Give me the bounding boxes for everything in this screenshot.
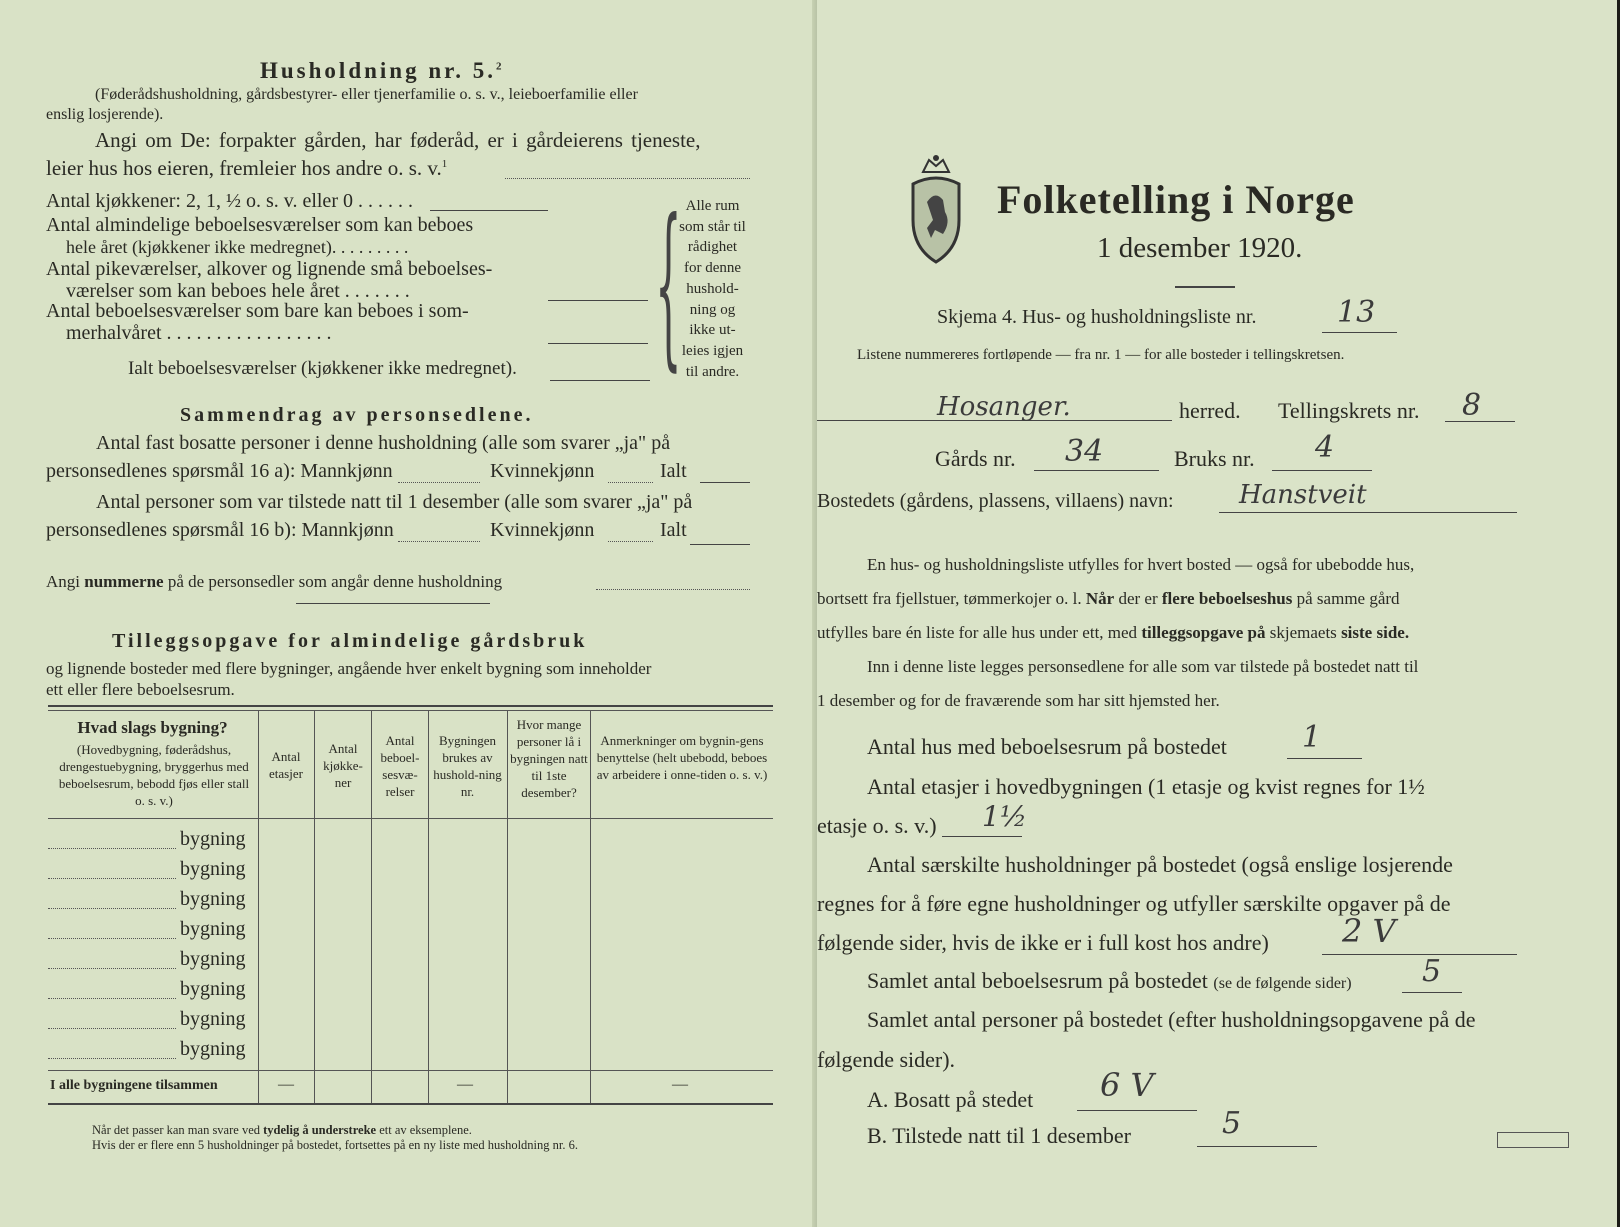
instruction-1: En hus- og husholdningsliste utfylles for hvert bosted — også for ubebodde hus, [867, 555, 1415, 574]
summary-line-5: Angi nummerne på de personsedler som angår denne husholdning [46, 572, 503, 591]
krets-value[interactable]: 8 [1462, 388, 1482, 423]
table-col-divider-2 [314, 710, 315, 1103]
angi-text-1: Angi om De: forpakter gården, har føderåd, er i gårdeierens tjeneste, [95, 128, 701, 152]
q-floors-1: Antal etasjer i hovedbygningen (1 etasje og kvist regnes for 1½ [867, 774, 1425, 799]
table-header-household: Bygningen brukes av hushold-ning nr. [433, 733, 502, 799]
household-title: Husholdning nr. 5.$^2$ [260, 58, 505, 83]
title-divider [1175, 286, 1235, 288]
q-persons-1: Samlet antal personer på bostedet (efter husholdningsopgavene på de [867, 1007, 1476, 1032]
summary-line-4c: Ialt [660, 519, 687, 541]
bosted-label: Bostedets (gårdens, plassens, villaens) navn: [817, 490, 1174, 512]
table-header-floors: Antal etasjer [269, 749, 303, 781]
coat-of-arms-icon [905, 150, 967, 266]
bosted-value[interactable]: Hanstveit [1239, 480, 1367, 510]
krets-label: Tellingskrets nr. [1278, 398, 1420, 423]
table-row-label: bygning [180, 978, 246, 1000]
table-col-divider-4 [428, 710, 429, 1103]
row-type-line[interactable] [48, 968, 176, 969]
table-row-label: bygning [180, 888, 246, 910]
summary-male-line[interactable] [398, 482, 480, 483]
extra-title: Tilleggsopgave for almindelige gårdsbruk [112, 630, 588, 652]
q-households-2: regnes for å føre egne husholdninger og utfyller særskilte opgaver på de [817, 891, 1451, 916]
table-row-label: bygning [180, 1008, 246, 1030]
q-resident-line[interactable] [1077, 1110, 1197, 1111]
row-type-line[interactable] [48, 848, 176, 849]
right-page [817, 0, 1617, 1227]
rooms-maid-2: værelser som kan beboes hele året . . . . . . . [66, 280, 410, 302]
rooms-total-line[interactable] [550, 380, 650, 381]
maid-rooms-line[interactable] [548, 300, 648, 301]
summary-female-line-2[interactable] [608, 541, 653, 542]
q-households-1: Antal særskilte husholdninger på bostedet (også enslige losjerende [867, 852, 1453, 877]
bruks-label: Bruks nr. [1174, 446, 1255, 471]
herred-label: herred. [1179, 398, 1241, 423]
q-houses: Antal hus med beboelsesrum på bostedet [867, 734, 1227, 759]
row-type-line[interactable] [48, 998, 176, 999]
instruction-5: 1 desember og for de fraværende som har sitt hjemsted her. [817, 691, 1220, 710]
household-note-2: enslig losjerende). [46, 106, 164, 123]
summary-numbers-line[interactable] [596, 589, 750, 590]
table-header-type-note: (Hovedbygning, føderådshus, drengestuebygning, bryggerhus med beboelsesrum, bebodd fjøs eller stall o. s. v.) [58, 742, 250, 808]
q-resident-value[interactable]: 6 V [1100, 1066, 1154, 1104]
row-type-line[interactable] [48, 908, 176, 909]
table-header-remarks: Anmerkninger om bygnin-gens benyttelse (helt ubebodd, beboes av arbeidere i onne-tiden o. s. v.) [596, 733, 768, 782]
gards-value[interactable]: 34 [1065, 434, 1104, 469]
bruks-value[interactable]: 4 [1315, 430, 1335, 465]
table-header-persons: Hvor mange personer lå i bygningen natt til 1ste desember? [510, 717, 588, 800]
summary-title: Sammendrag av personsedlene. [180, 404, 534, 426]
table-bottom-border [48, 1103, 773, 1105]
row-type-line[interactable] [48, 938, 176, 939]
q-present-value[interactable]: 5 [1222, 1106, 1242, 1141]
q-houses-line[interactable] [1287, 758, 1362, 759]
total-floors-dash: — [278, 1076, 294, 1093]
summer-rooms-line[interactable] [548, 343, 648, 344]
summary-line-2a: personsedlenes spørsmål 16 a): Mannkjønn [46, 460, 393, 482]
instruction-4: Inn i denne liste legges personsedlene for alle som var tilstede på bostedet natt til [867, 657, 1419, 676]
extra-line-2: ett eller flere beboelsesrum. [46, 680, 235, 699]
summary-line-1: Antal fast bosatte personer i denne husholdning (alle som svarer „ja" på [96, 432, 671, 454]
bruks-line[interactable] [1272, 470, 1372, 471]
table-col-divider-1 [258, 710, 259, 1103]
row-type-line[interactable] [48, 1058, 176, 1059]
q-rooms: Samlet antal beboelsesrum på bostedet (se de følgende sider) [867, 968, 1352, 993]
brace-note: Alle rum som står til rådighet for denne hushold- ning og ikke ut- leies igjen til andre. [679, 198, 746, 380]
q-present-line[interactable] [1197, 1146, 1317, 1147]
table-header-type: Hvad slags bygning? [77, 718, 228, 737]
table-row-label: bygning [180, 918, 246, 940]
footer-note-1: Når det passer kan man svare ved tydelig å understreke ett av eksemplene. [92, 1123, 472, 1137]
instruction-3: utfylles bare én liste for alle hus under ett, med tilleggsopgave på skjemaets siste side. [817, 623, 1410, 642]
angi-answer-line[interactable] [505, 178, 750, 179]
instruction-2: bortsett fra fjellstuer, tømmerkojer o. l. Når der er flere beboelseshus på samme gård [817, 589, 1400, 608]
table-top-border-2 [48, 710, 773, 711]
table-row-label: bygning [180, 1038, 246, 1060]
summary-line-2b: Kvinnekjønn [490, 460, 595, 482]
q-rooms-value[interactable]: 5 [1422, 954, 1442, 989]
table-row-label: bygning [180, 948, 246, 970]
summary-line-2c: Ialt [660, 460, 687, 482]
rooms-kitchens: Antal kjøkkener: 2, 1, ½ o. s. v. eller 0 . . . . . . [46, 190, 413, 212]
table-header-bottom [48, 818, 773, 819]
angi-text-2: leier hus hos eieren, fremleier hos andre o. s. v.$^1$ [46, 156, 448, 180]
rooms-summer: Antal beboelsesværelser som bare kan beboes i som- [46, 300, 469, 322]
q-floors-2: etasje o. s. v.) [817, 813, 937, 838]
rooms-ordinary: Antal almindelige beboelsesværelser som kan beboes [46, 214, 474, 236]
q-houses-value[interactable]: 1 [1302, 720, 1322, 755]
printer-stamp [1497, 1132, 1569, 1148]
schema-number-line[interactable] [1322, 332, 1397, 333]
rooms-total: Ialt beboelsesværelser (kjøkkener ikke medregnet). [128, 358, 517, 379]
q-households-3: følgende sider, hvis de ikke er i full kost hos andre) [817, 930, 1269, 955]
summary-total-line[interactable] [700, 482, 750, 483]
table-row-label: bygning [180, 828, 246, 850]
table-total-label: I alle bygningene tilsammen [50, 1078, 218, 1093]
household-note: (Føderådshusholdning, gårdsbestyrer- eller tjenerfamilie o. s. v., leieboerfamilie eller [95, 86, 638, 103]
table-col-divider-5 [507, 710, 508, 1103]
table-col-divider-6 [590, 710, 591, 1103]
herred-value[interactable]: Hosanger. [937, 392, 1071, 422]
row-type-line[interactable] [48, 1028, 176, 1029]
table-row-label: bygning [180, 858, 246, 880]
table-top-border [48, 705, 773, 707]
summary-male-line-2[interactable] [398, 541, 480, 542]
footer-note-2: Hvis der er flere enn 5 husholdninger på bostedet, fortsettes på en ny liste med husholdning nr. 6. [92, 1138, 579, 1152]
table-total-top [48, 1070, 773, 1071]
q-households-line[interactable] [1322, 954, 1517, 955]
kitchens-answer-line[interactable] [430, 210, 548, 211]
numbering-note: Listene nummereres fortløpende — fra nr. 1 — for alle bosteder i tellingskretsen. [857, 347, 1345, 363]
q-present-label: B. Tilstede natt til 1 desember [867, 1123, 1131, 1148]
summary-line-4a: personsedlenes spørsmål 16 b): Mannkjønn [46, 519, 394, 541]
q-floors-value[interactable]: 1½ [982, 800, 1027, 833]
table-col-divider-3 [371, 710, 372, 1103]
total-remarks-dash: — [672, 1076, 688, 1093]
schema-number-value[interactable]: 13 [1337, 295, 1376, 330]
q-households-value[interactable]: 2 V [1342, 912, 1396, 950]
summary-female-line[interactable] [608, 482, 653, 483]
extra-line-1: og lignende bosteder med flere bygninger, angående hver enkelt bygning som inneholder [46, 659, 652, 678]
section-divider [296, 603, 490, 604]
schema-label: Skjema 4. Hus- og husholdningsliste nr. [937, 306, 1257, 328]
form-title: Folketelling i Norge [997, 177, 1355, 222]
rooms-summer-2: merhalvåret . . . . . . . . . . . . . . . . . [66, 322, 332, 344]
q-rooms-line[interactable] [1402, 992, 1462, 993]
row-type-line[interactable] [48, 878, 176, 879]
table-header-kitchens: Antal kjøkke-ner [323, 741, 363, 790]
brace-icon: { [655, 181, 682, 387]
rooms-maid: Antal pikeværelser, alkover og lignende små beboelses- [46, 258, 493, 280]
q-persons-2: følgende sider). [817, 1047, 956, 1072]
table-header-rooms: Antal beboel-sesvæ-relser [380, 733, 420, 799]
q-floors-line[interactable] [942, 836, 1022, 837]
summary-total-line-2[interactable] [690, 544, 750, 545]
gards-line[interactable] [1034, 470, 1159, 471]
total-household-dash: — [457, 1076, 473, 1093]
summary-line-4b: Kvinnekjønn [490, 519, 595, 541]
rooms-ordinary-2: hele året (kjøkkener ikke medregnet). . . . . . . . . [66, 237, 409, 257]
form-date: 1 desember 1920. [1097, 232, 1303, 264]
bosted-line[interactable] [1219, 512, 1517, 513]
q-resident-label: A. Bosatt på stedet [867, 1087, 1034, 1112]
summary-line-3: Antal personer som var tilstede natt til 1 desember (alle som svarer „ja" på [96, 491, 693, 513]
gards-label: Gårds nr. [935, 446, 1016, 471]
